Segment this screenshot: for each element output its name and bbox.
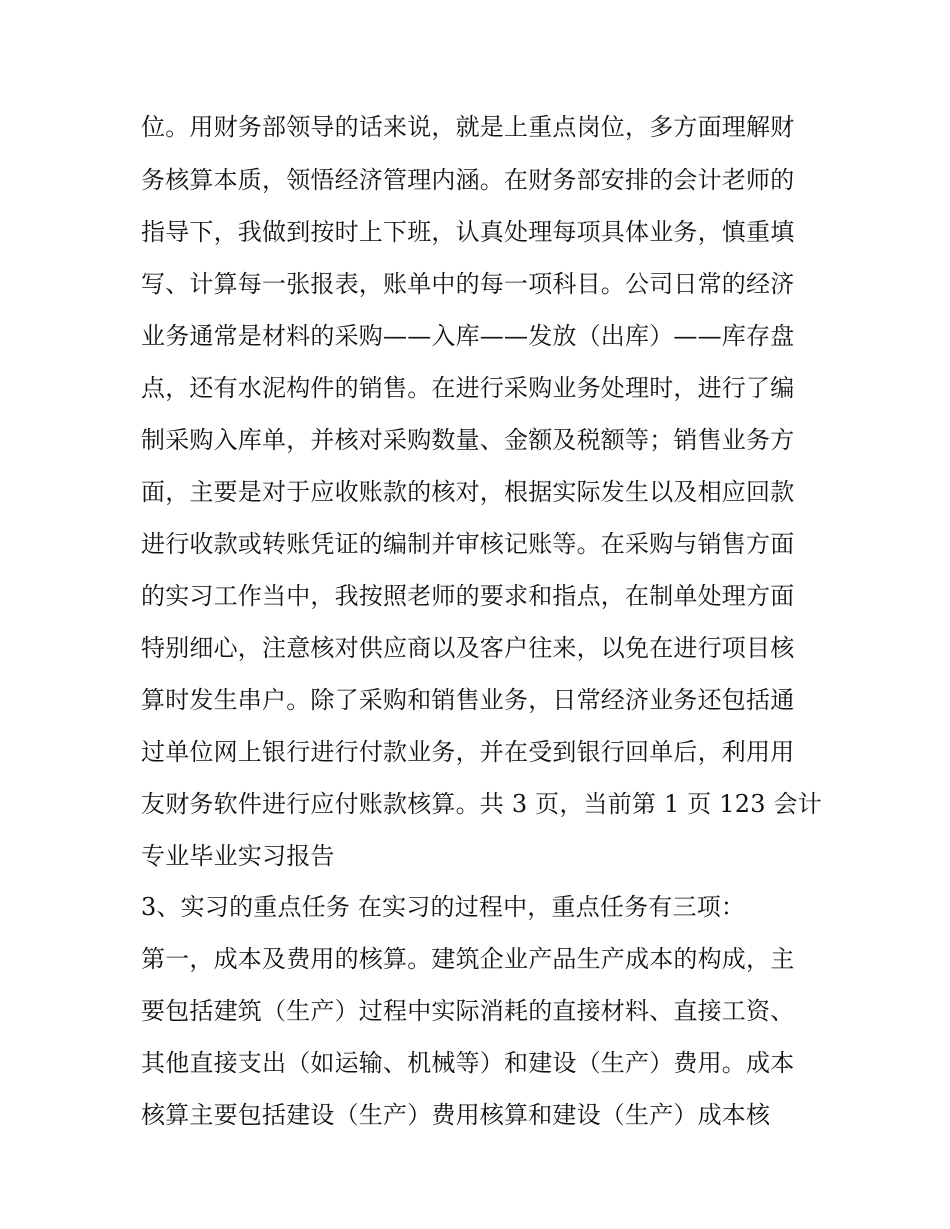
text-line: 算时发生串户。除了采购和销售业务，日常经济业务还包括通 xyxy=(141,686,795,714)
text-line: 要包括建筑（生产）过程中实际消耗的直接材料、直接工资、 xyxy=(141,997,795,1025)
text-line: 特别细心，注意核对供应商以及客户往来，以免在进行项目核 xyxy=(141,634,795,662)
text-line: 进行收款或转账凭证的编制并审核记账等。在采购与销售方面 xyxy=(141,530,795,558)
text-line: 面，主要是对于应收账款的核对，根据实际发生以及相应回款 xyxy=(141,478,795,506)
section-heading: 3、实习的重点任务 在实习的过程中，重点任务有三项： xyxy=(141,893,746,921)
text-line: 的实习工作当中，我按照老师的要求和指点，在制单处理方面 xyxy=(141,582,795,610)
text-line: 制采购入库单，并核对采购数量、金额及税额等；销售业务方 xyxy=(141,426,795,454)
text-line: 专业毕业实习报告 xyxy=(141,842,335,870)
text-line: 核算主要包括建设（生产）费用核算和建设（生产）成本核 xyxy=(141,1101,771,1129)
text-line: 其他直接支出（如运输、机械等）和建设（生产）费用。成本 xyxy=(141,1049,795,1077)
text-line: 过单位网上银行进行付款业务，并在受到银行回单后，利用用 xyxy=(141,738,795,766)
text-line: 点，还有水泥构件的销售。在进行采购业务处理时，进行了编 xyxy=(141,374,795,402)
text-line: 位。用财务部领导的话来说，就是上重点岗位，多方面理解财 xyxy=(141,113,795,141)
text-line: 指导下，我做到按时上下班，认真处理每项具体业务，慎重填 xyxy=(141,218,795,246)
text-line: 写、计算每一张报表，账单中的每一项科目。公司日常的经济 xyxy=(141,270,795,298)
text-line: 务核算本质，领悟经济管理内涵。在财务部安排的会计老师的 xyxy=(141,166,795,194)
text-line: 业务通常是材料的采购——入库——发放（出库）——库存盘 xyxy=(141,322,795,350)
text-line: 第一，成本及费用的核算。建筑企业产品生产成本的构成，主 xyxy=(141,945,795,973)
text-line: 友财务软件进行应付账款核算。共 3 页，当前第 1 页 123 会计 xyxy=(141,790,822,818)
